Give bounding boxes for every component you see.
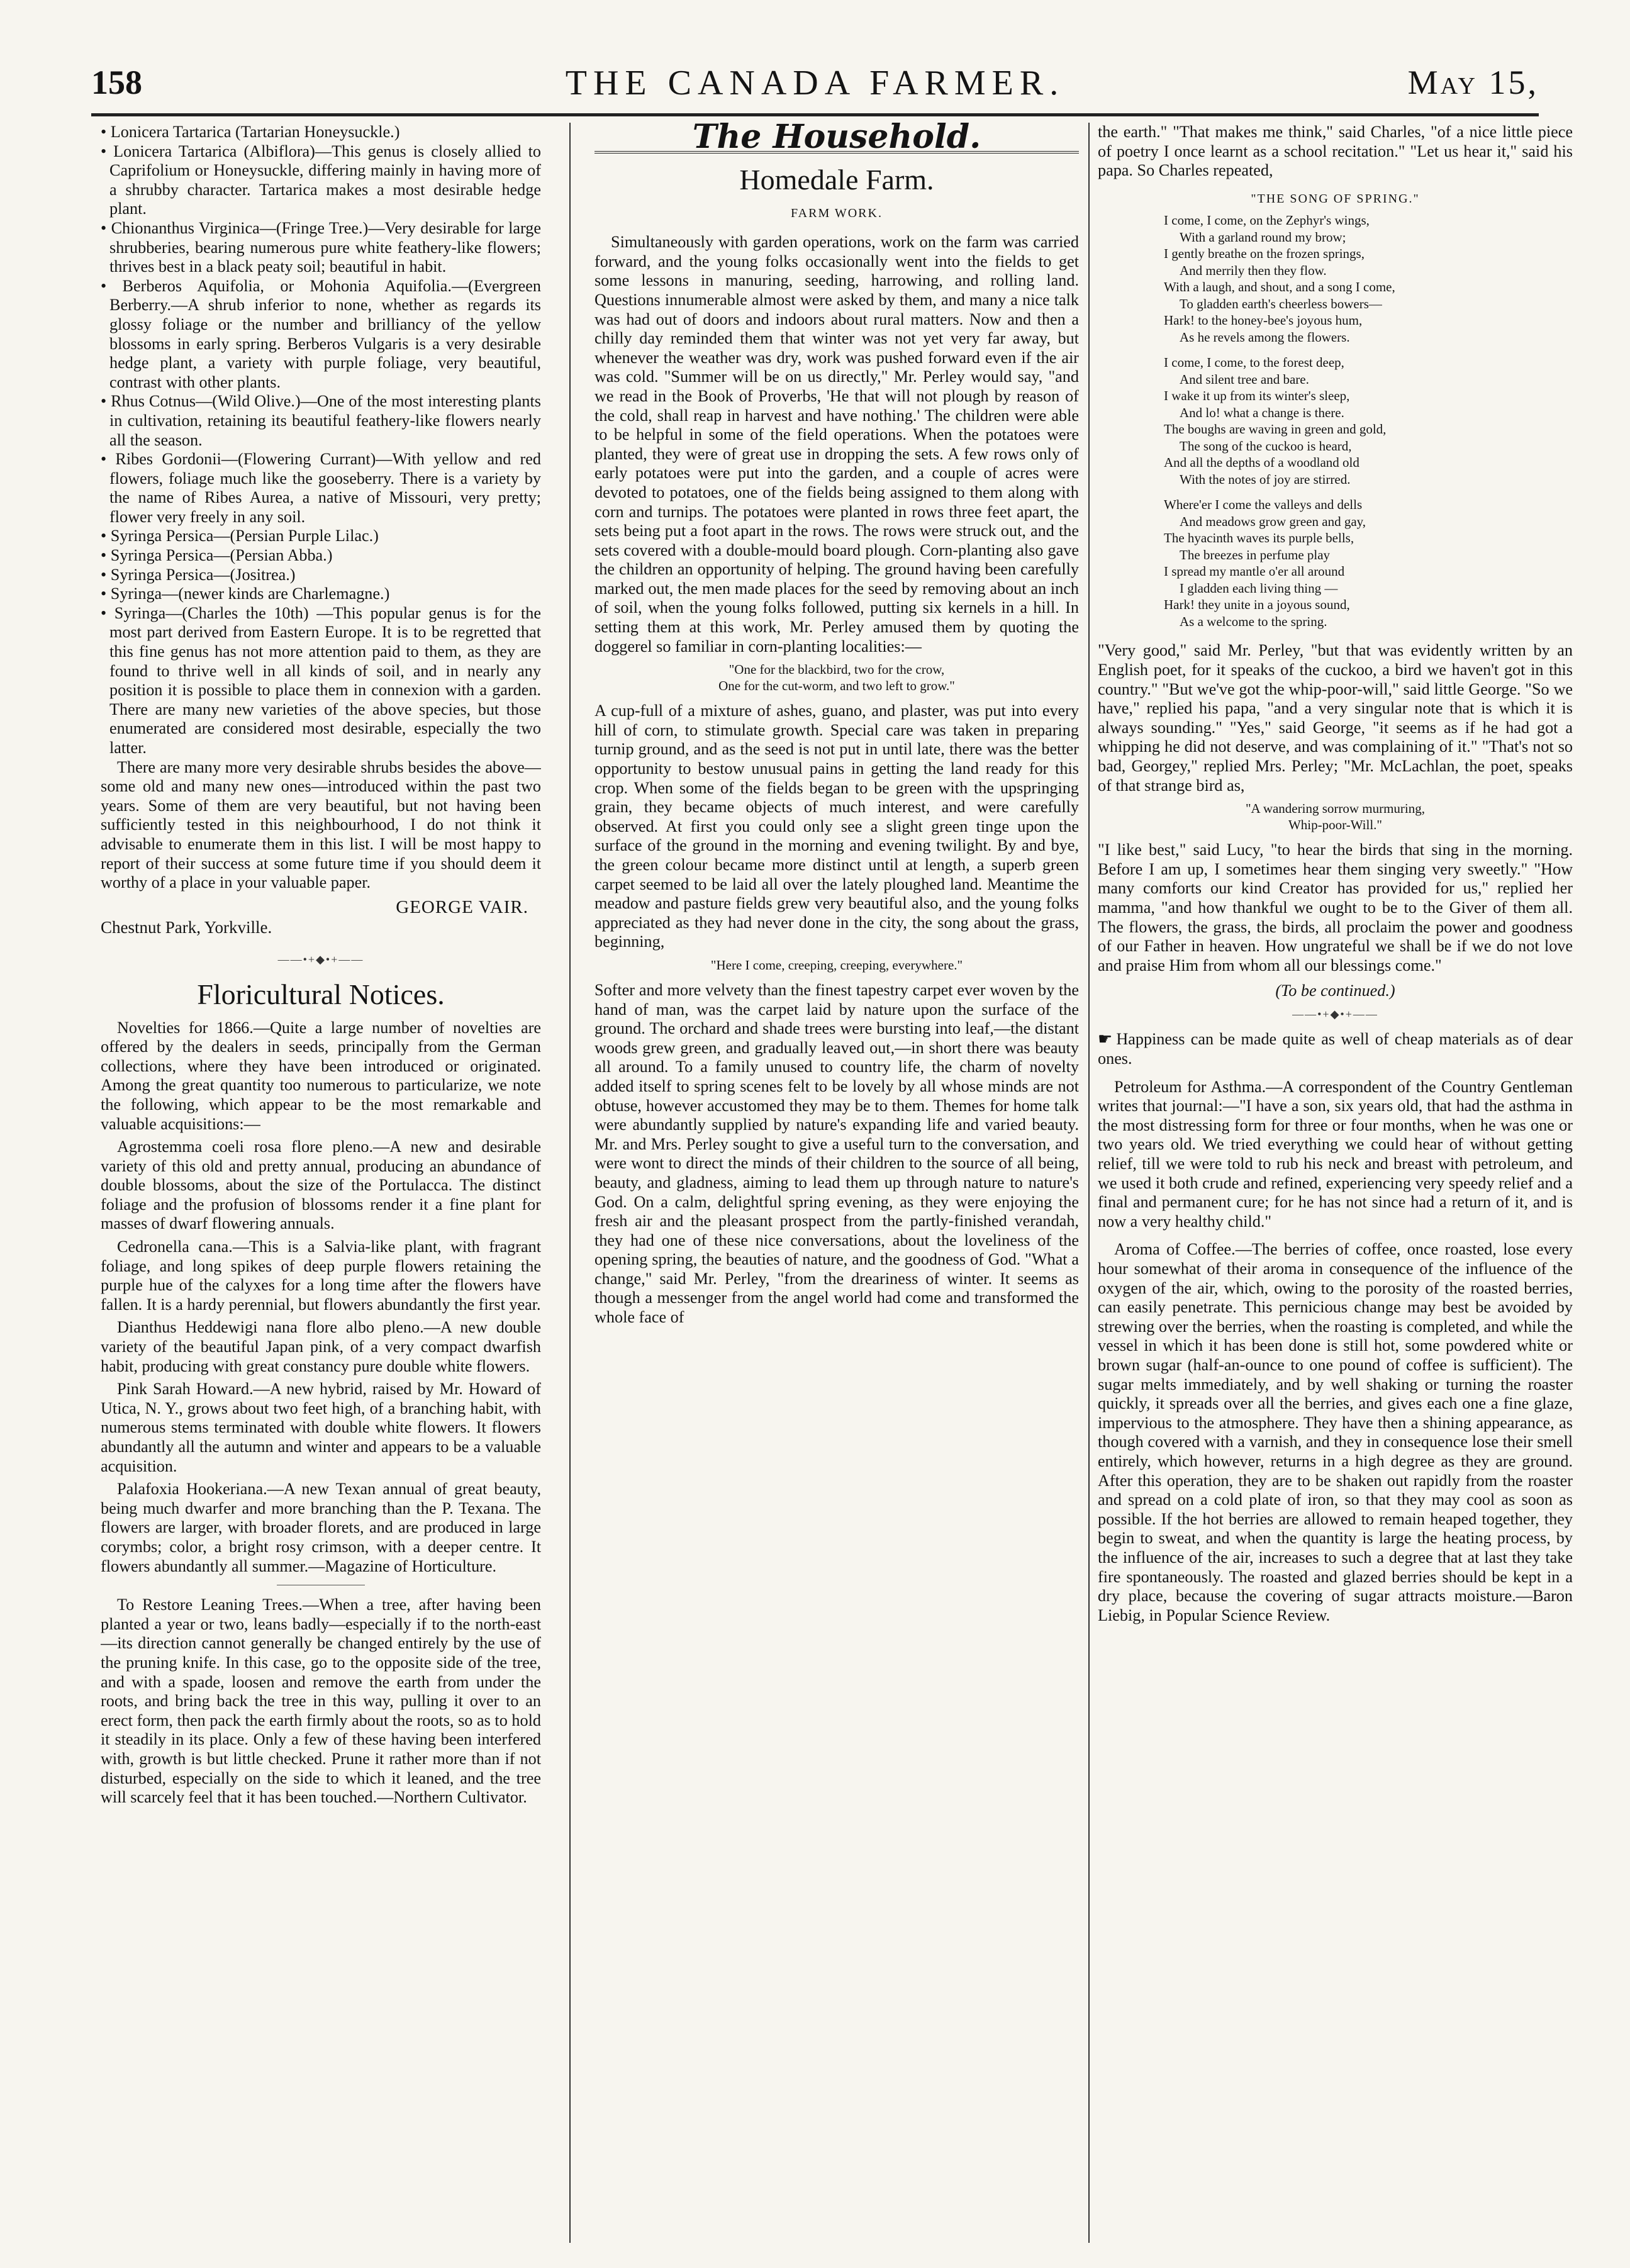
list-item: • Syringa—(Charles the 10th) —This popular genus is for the most part derived from Eastern Europe. It is to be regretted that this fine genus has not more attention paid to them, as they are found to thrive well in all kinds of soil, and in nearly any position it is possible to place them in connexion with a garden. There are many new varieties of the above species, but those enumerated are considered most desirable, especially the two latter. (101, 603, 541, 757)
body-paragraph: A cup-full of a mixture of ashes, guano, and plaster, was put into every hill of corn, to stimulate growth. Special care was taken in preparing turnip ground, and as the seed is not put in until late, there was the better opportunity to bestow unusual pains in getting the land ready for this crop. When some of the fields began to be green with the upspringing grain, they became objects of much interest, and were carefully observed. At first you could only see a slight green tinge upon the surface of the ground in the morning and evening twilight. By and bye, the green colour became more distinct until at length, a superb green carpet seemed to be laid all over the lately ploughed land. Meantime the meadow and pasture fields grew very beautiful also, and the young folks appreciated as they had never done in the city, the song about the grass, beginning, (595, 701, 1079, 951)
poem-line: With the notes of joy are stirred. (1180, 471, 1351, 487)
verse-line: One for the cut-worm, and two left to grow." (718, 678, 955, 694)
header-rule (91, 113, 1539, 116)
poem-line: And merrily then they flow. (1180, 262, 1327, 278)
poem-line: And silent tree and bare. (1180, 371, 1309, 387)
poem-line: The boughs are waving in green and gold, (1164, 422, 1387, 437)
poem-line: As he revels among the flowers. (1180, 329, 1350, 345)
article-title: Homedale Farm. (739, 163, 934, 196)
newspaper-title: THE CANADA FARMER. (565, 64, 1065, 103)
body-paragraph: Simultaneously with garden operations, work on the farm was carried forward, and the young folks occasionally went into the fields to get some lessons in manuring, seeding, harrowing, and rolling land. Questions innumerable almost were asked by them, and many a nice talk was had out of doors and indoors about rural matters. Now and then a chilly day reminded them that winter was not yet very far away, but whenever the weather was dry, work was pushed forward even if the air was cold. "Summer will be on us directly," Mr. Perley would say, "and we read in the Book of Proverbs, 'He that will not plough by reason of the cold, shall reap in harvest and have nothing.' The children were able to be helpful in some of the field operations. When the potatoes were planted, they were of great use in dropping the sets. A few rows only of early potatoes were put into the garden, and a couple of acres were devoted to potatoes, one of the fields being assigned to them along with corn and turnips. The potatoes were planted in rows three feet apart, the sets being put a foot apart in the rows. The rows were struck out, and the sets covered with a double-mould board plough. Corn-planting also gave the children an opportunity of helping. The ground having been carefully marked out, the men made places for the seed by removing about an inch of soil, when the young folks followed, putting six kernels in a hill. In setting them at this work, Mr. Perley amused them by quoting the doggerel so familiar in corn-planting localities:— (595, 233, 1079, 656)
body-paragraph: the earth." "That makes me think," said Charles, "of a nice little piece of poetry I once learnt as a school recitation." "Let us hear it," said his papa. So Charles repeated, (1098, 123, 1573, 180)
author-location: Chestnut Park, Yorkville. (101, 918, 272, 937)
list-item: • Syringa Persica—(Persian Abba.) (101, 546, 333, 565)
list-item: • Chionanthus Virginica—(Fringe Tree.)—Very desirable for large shrubberies, bearing numerous pure white feathery-like flowers; thrives best in a black peaty soil; beautiful in habit. (101, 218, 541, 276)
pointing-hand-icon: ☛ (1098, 1030, 1113, 1049)
list-item: • Berberos Aquifolia, or Mohonia Aquifolia.—(Evergreen Berberry.—A shrub inferior to none, whether as regards its glossy foliage or the number and brilliancy of the yellow blossoms in early spring. Berberos Vulgaris is a very desirable hedge plant, a variety with purple foliage, very beautiful, contrast with other plants. (101, 276, 541, 391)
poem-line: With a garland round my brow; (1180, 229, 1346, 245)
column-divider (1088, 123, 1090, 2243)
poem-line: I come, I come, on the Zephyr's wings, (1164, 213, 1370, 228)
poem-line: With a laugh, and shout, and a song I come, (1164, 279, 1395, 295)
poem-line: I come, I come, to the forest deep, (1164, 355, 1344, 371)
quoted-verse: "Here I come, creeping, creeping, everywhere." (710, 957, 963, 973)
verse-line: Whip-poor-Will." (1288, 817, 1383, 833)
notice-paragraph: Cedronella cana.—This is a Salvia-like plant, with fragrant foliage, and long spikes of deep purple flowers retaining the purple hue of the calyxes for a long time after the flowers have fallen. It is a hardy perennial, but flowers abundantly the first year. (101, 1237, 541, 1314)
notice-paragraph: Agrostemma coeli rosa flore pleno.—A new and desirable variety of this old and pretty annual, producing an abundance of double blossoms, about the size of the Portulacca. The distinct foliage and the profusion of blossoms render it a fine plant for masses of dwarf flowering annuals. (101, 1137, 541, 1233)
list-item: • Ribes Gordonii—(Flowering Currant)—With yellow and red flowers, foliage much like the gooseberry. There is a variety by the name of Ribes Aurea, a native of Missouri, very pretty; flower very freely in any soil. (101, 450, 541, 526)
body-paragraph: Petroleum for Asthma.—A correspondent of the Country Gentleman writes that journal:—"I have a son, six years old, that had the asthma in the most distressing form for three or four months, when he was one or two years old. We tried everything we could hear of without getting relief, till we were told to rub his neck and breast with petroleum, and we used it both crude and refined, experiencing very speedy relief and a final and permanent cure; for he has not since had a return of it, and is now a very healthy child." (1098, 1077, 1573, 1231)
list-item: • Lonicera Tartarica (Tartarian Honeysuckle.) (101, 123, 400, 141)
poem-line: Hark! they unite in a joyous sound, (1164, 597, 1350, 613)
notice-paragraph: Pink Sarah Howard.—A new hybrid, raised by Mr. Howard of Utica, N. Y., grows about two feet high, of a branching habit, with numerous stems terminated with double white flowers. It flowers abundantly all the autumn and winter and appears to be a valuable acquisition. (101, 1380, 541, 1475)
body-paragraph: Aroma of Coffee.—The berries of coffee, once roasted, lose every hour somewhat of their aroma in consequence of the influence of the oxygen of the air, which, owing to the porosity of the roasted berries, can easily penetrate. This pernicious change may best be avoided by strewing over the berries, when the roasting is completed, and while the vessel in which it has been done is still hot, some powdered white or brown sugar (half-an-ounce to one pound of coffee is sufficient). The sugar melts immediately, and by well shaking or turning the roaster quickly, it spreads over all the berries, and gives each one a fine glaze, impervious to the atmosphere. They have then a shining appearance, as though covered with a varnish, and they in consequence lose their smell entirely, which however, returns in a high degree as they are ground. After this operation, they are to be shaken out rapidly from the roaster and spread on a cold plate of iron, so that they may cool as soon as possible. If the hot berries are allowed to remain heaped together, they begin to sweat, and when the quantity is large the heating process, by the influence of the air, increases to such a degree that at last they take fire spontaneously. The roasted and glazed berries should be kept in a dry place, because the covering of sugar attracts moisture.—Baron Liebig, in Popular Science Review. (1098, 1240, 1573, 1624)
poem-line: I spread my mantle o'er all around (1164, 564, 1345, 579)
happiness-text: Happiness can be made quite as well of cheap materials as of dear ones. (1098, 1030, 1573, 1068)
body-paragraph: To Restore Leaning Trees.—When a tree, after having been planted a year or two, leans badly—especially if to the north-east—its direction cannot generally be changed entirely by the use of the pruning knife. In this case, go to the opposite side of the tree, and with a spade, loosen and remove the earth from under the roots, and bring back the tree in this way, pulling it over to an erect form, then pack the earth firmly about the roots, so as to hold it steadily in its place. Only a few of these having been interfered with, growth is but little checked. Prune it rather more than if not disturbed, especially on the side to which it leaned, and the tree will scarcely feel that it has been touched.—Northern Cultivator. (101, 1595, 541, 1807)
column-1 (101, 123, 541, 2243)
section-heading: The Household. (692, 123, 981, 156)
list-item: • Syringa Persica—(Persian Purple Lilac.) (101, 527, 379, 545)
poem-line: The breezes in perfume play (1180, 547, 1331, 562)
poem-line: Hark! to the honey-bee's joyous hum, (1164, 313, 1363, 328)
list-item: • Lonicera Tartarica (Albiflora)—This genus is closely allied to Caprifolium or Honeysuckle, differing mainly in having more of a shrubby character. Tartarica makes a most desirable hedge plant. (101, 142, 541, 218)
poem-line: The song of the cuckoo is heard, (1180, 438, 1352, 454)
masthead (91, 63, 1539, 107)
body-paragraph: Softer and more velvety than the finest tapestry carpet ever woven by the hand of man, was the carpet laid by nature upon the surface of the ground. The orchard and shade trees were bursting into leaf,—the distant woods grew green, and gradually leaved out,—in short there was beauty all around. To a family unused to country life, the charm of novelty added itself to spring scenes felt to be lovely by all whose minds are not obtuse, however accustomed they may be to them. Themes for home talk were abundantly supplied by nature's expanding life and varied beauty. Mr. and Mrs. Perley sought to give a useful turn to the conversation, and were wont to direct the minds of their children to the source of all being, beauty, and gladness, aiming to lead them up through nature to nature's God. On a calm, delightful spring evening, as they were enjoying the fresh air and the pleasant prospect from the partly-finished verandah, they had one of these nice conversations, about the loveliness of the opening spring, the beauties of nature, and the goodness of God. "What a change," said Mr. Perley, "from the dreariness of winter. It seems as though a messenger from the angel world had come and transformed the whole face of (595, 980, 1079, 1327)
poem-line: And lo! what a change is there. (1180, 405, 1344, 420)
column-3 (1098, 123, 1573, 2243)
body-paragraph: "I like best," said Lucy, "to hear the birds that sing in the morning. Before I am up, I sometimes hear them singing very sweetly." "How many comforts our kind Creator has provided for us," replied her mamma, "and how thankful we ought to be to the Giver of them all. The flowers, the grass, the birds, all proclaim the power and goodness of our Father in heaven. How ungrateful we shall be if we do not love and praise Him from whom all our blessings come." (1098, 841, 1573, 975)
column-divider (569, 123, 571, 2243)
notice-paragraph: Palafoxia Hookeriana.—A new Texan annual of great beauty, being much dwarfer and more branching than the P. Texana. The flowers are larger, with broader florets, and are produced in large corymbs; color, a bright rosy crimson, with a deeper centre. It flowers abundantly all summer.—Magazine of Horticulture. (101, 1480, 541, 1575)
poem-line: I wake it up from its winter's sleep, (1164, 388, 1350, 404)
list-item: • Rhus Cotnus—(Wild Olive.)—One of the most interesting plants in cultivation, retaining its beautiful feathery-like flowers nearly all the season. (101, 392, 541, 449)
poem-title: "THE SONG OF SPRING." (1251, 191, 1420, 206)
body-paragraph (1098, 1030, 1573, 1068)
poem-line: To gladden earth's cheerless bowers— (1180, 296, 1382, 311)
verse-line: "One for the blackbird, two for the crow, (728, 662, 945, 678)
author-signature: GEORGE VAIR. (396, 897, 528, 917)
issue-date: May 15, (1407, 64, 1539, 101)
list-item: • Syringa Persica—(Jositrea.) (101, 565, 296, 584)
poem-line: I gladden each living thing — (1180, 580, 1338, 596)
poem (1098, 212, 1573, 630)
poem-line: Where'er I come the valleys and dells (1164, 497, 1363, 513)
article-subtitle: FARM WORK. (791, 206, 883, 220)
notice-paragraph: Novelties for 1866.—Quite a large number of novelties are offered by the dealers in seeds, principally from the German collections, where they have been introduced or originated. Among the great quantity too numerous to particularize, we note the following, which appear to be the most remarkable and valuable acquisitions:— (101, 1018, 541, 1133)
section-divider: ——•+◆•+—— (1292, 1007, 1378, 1020)
poem-line: And all the depths of a woodland old (1164, 455, 1359, 471)
verse-line: "A wandering sorrow murmuring, (1245, 801, 1426, 817)
poem-line: As a welcome to the spring. (1180, 613, 1327, 629)
quoted-verse (1098, 800, 1573, 833)
page-number: 158 (91, 64, 142, 101)
poem-line: The hyacinth waves its purple bells, (1164, 530, 1354, 546)
column-2 (595, 123, 1079, 2243)
notice-paragraph: Dianthus Heddewigi nana flore albo pleno.—A new double variety of the beautiful Japan pink, of a very compact dwarfish habit, producing with great constancy pure double white flowers. (101, 1318, 541, 1375)
continued-note: (To be continued.) (1275, 981, 1395, 1000)
list-item: • Syringa—(newer kinds are Charlemagne.) (101, 584, 390, 603)
body-paragraph: There are many more very desirable shrubs besides the above—some old and many new ones—introduced within the past two years. Some of them are very beautiful, but not having been sufficiently tested in this neighbourhood, I do not think it advisable to enumerate them in this list. I will be most happy to report of their success at some future time if you should deem it worthy of a place in your valuable paper. (101, 757, 541, 892)
shrub-list (101, 123, 541, 758)
quoted-verse (595, 661, 1079, 694)
body-paragraph: "Very good," said Mr. Perley, "but that was evidently written by an English poet, for it speaks of the cuckoo, a bird we haven't got in this country." "But we've got the whip-poor-will," said little George. "So we have," replied his papa, "and a very singular note that is which it is always sounding." "Yes," said George, "it seems as if he had got a whipping he did not deserve, and was complaining of it." "That's not so bad, Georgey," replied Mrs. Perley; "Mr. McLachlan, the poet, speaks of that strange bird as, (1098, 641, 1573, 795)
section-divider: ——•+◆•+—— (277, 952, 364, 966)
section-heading: Floricultural Notices. (197, 978, 445, 1010)
poem-line: And meadows grow green and gay, (1180, 513, 1366, 529)
poem-line: I gently breathe on the frozen springs, (1164, 246, 1365, 262)
